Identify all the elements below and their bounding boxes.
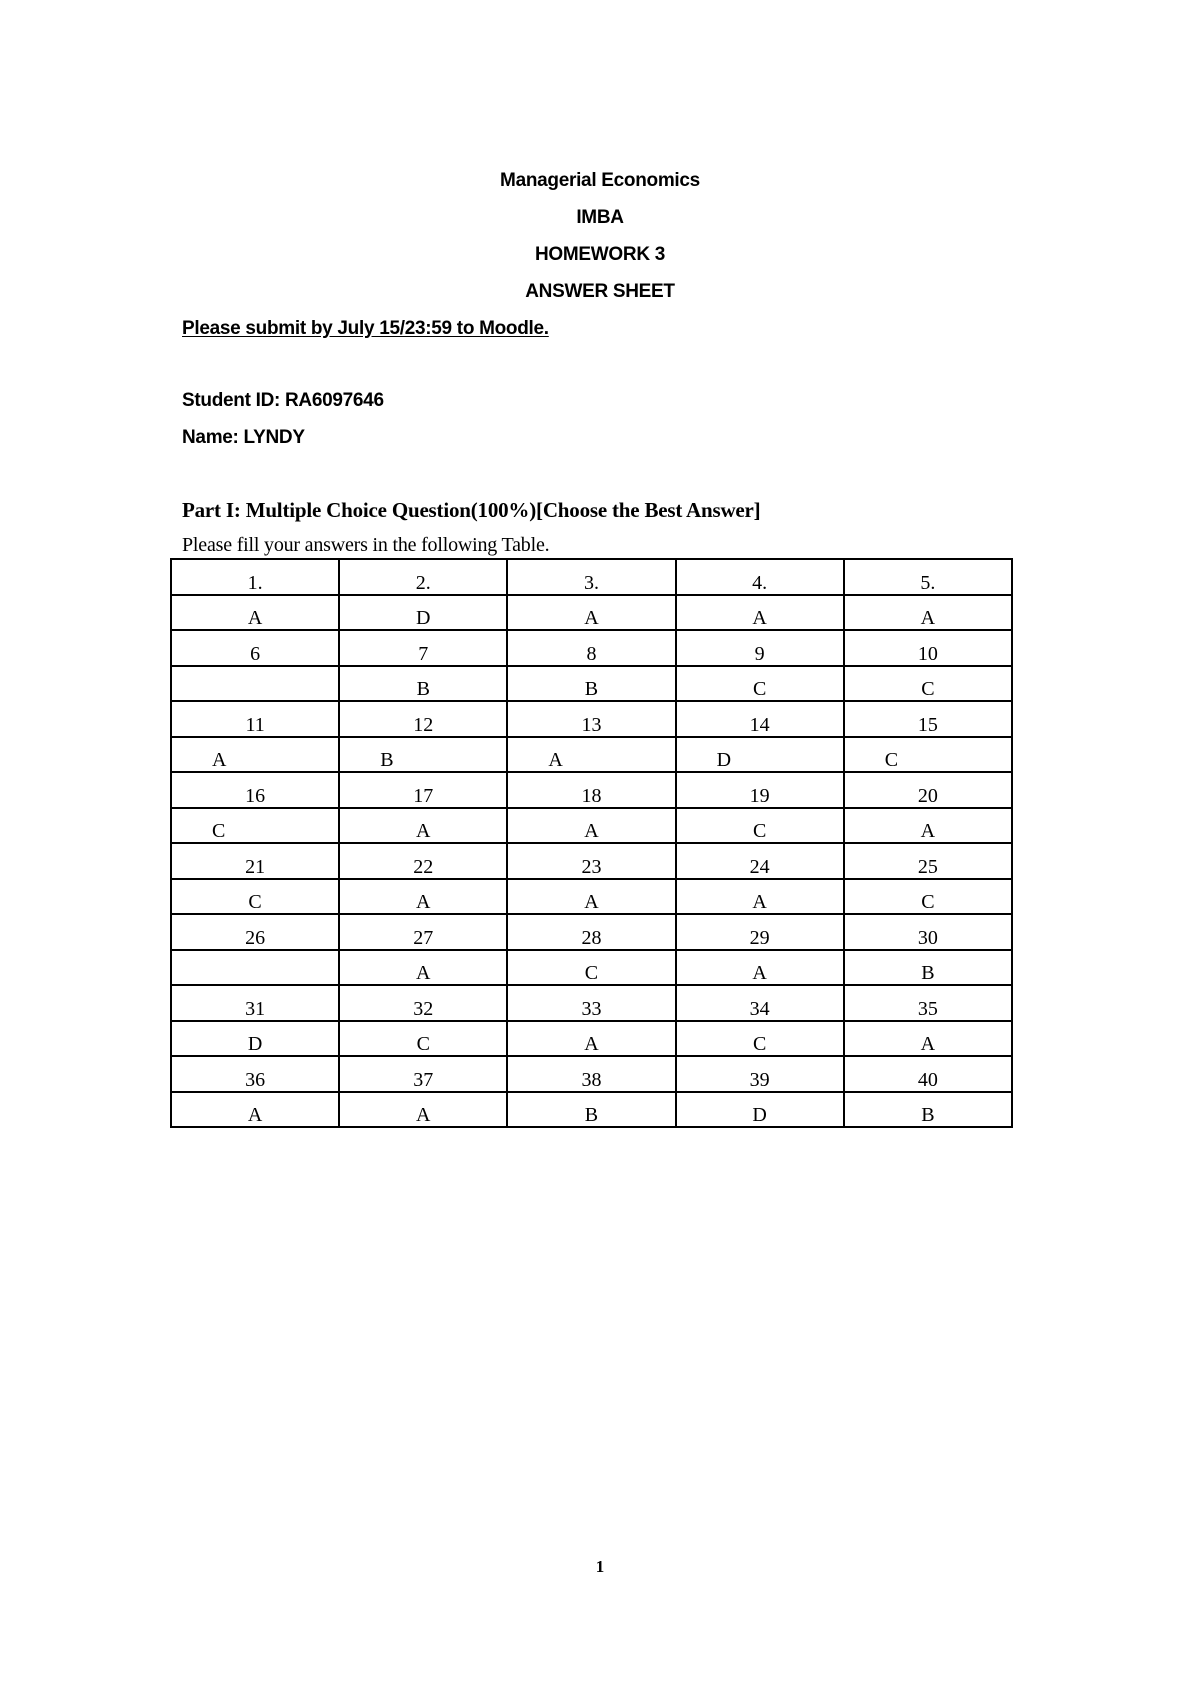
question-number: 3. <box>507 559 675 595</box>
program-title: IMBA <box>576 207 624 228</box>
question-number: 6 <box>171 630 339 666</box>
answer-cell[interactable]: B <box>507 1092 675 1128</box>
question-number: 18 <box>507 772 675 808</box>
question-number: 29 <box>676 914 844 950</box>
answer-cell[interactable]: B <box>339 666 507 702</box>
answer-cell[interactable]: C <box>339 1021 507 1057</box>
question-number-row <box>171 701 1012 737</box>
answer-cell[interactable]: A <box>339 808 507 844</box>
question-number: 17 <box>339 772 507 808</box>
answer-cell[interactable]: B <box>339 737 507 773</box>
question-number: 20 <box>844 772 1012 808</box>
question-number-row <box>171 630 1012 666</box>
course-title: Managerial Economics <box>500 170 700 191</box>
question-number-row <box>171 985 1012 1021</box>
answer-row <box>171 666 1012 702</box>
student-name: Name: LYNDY <box>182 427 305 448</box>
part-title: Part I: Multiple Choice Question(100%)[Choose the Best Answer] <box>182 498 761 522</box>
question-number: 37 <box>339 1056 507 1092</box>
answer-cell[interactable]: A <box>339 879 507 915</box>
answer-cell[interactable]: C <box>844 879 1012 915</box>
answer-cell[interactable]: A <box>171 737 339 773</box>
question-number: 38 <box>507 1056 675 1092</box>
answer-row <box>171 1021 1012 1057</box>
answer-cell[interactable]: B <box>844 950 1012 986</box>
answer-cell[interactable]: C <box>844 737 1012 773</box>
assignment-title: HOMEWORK 3 <box>534 244 665 265</box>
answer-cell[interactable]: D <box>339 595 507 631</box>
answer-cell[interactable]: A <box>844 808 1012 844</box>
answer-row <box>171 1092 1012 1128</box>
question-number: 14 <box>676 701 844 737</box>
question-number: 22 <box>339 843 507 879</box>
student-id: Student ID: RA6097646 <box>182 390 384 411</box>
question-number: 25 <box>844 843 1012 879</box>
answer-row <box>171 737 1012 773</box>
answer-cell[interactable]: A <box>171 1092 339 1128</box>
answer-row <box>171 950 1012 986</box>
answer-cell[interactable]: C <box>507 950 675 986</box>
answer-cell[interactable]: A <box>507 808 675 844</box>
answer-cell[interactable]: A <box>171 595 339 631</box>
question-number: 32 <box>339 985 507 1021</box>
question-number: 5. <box>844 559 1012 595</box>
question-number-row <box>171 914 1012 950</box>
answer-cell[interactable]: C <box>844 666 1012 702</box>
sheet-title: ANSWER SHEET <box>525 281 675 302</box>
question-number: 40 <box>844 1056 1012 1092</box>
question-number: 39 <box>676 1056 844 1092</box>
question-number: 35 <box>844 985 1012 1021</box>
answer-cell[interactable]: A <box>339 1092 507 1128</box>
answer-cell[interactable]: A <box>507 595 675 631</box>
question-number: 11 <box>171 701 339 737</box>
question-number: 12 <box>339 701 507 737</box>
answer-cell[interactable]: B <box>844 1092 1012 1128</box>
answer-cell[interactable] <box>171 950 339 986</box>
answer-cell[interactable]: A <box>676 879 844 915</box>
page-number: 1 <box>595 1557 605 1576</box>
question-number: 26 <box>171 914 339 950</box>
question-number: 36 <box>171 1056 339 1092</box>
question-number: 24 <box>676 843 844 879</box>
question-number: 16 <box>171 772 339 808</box>
answer-cell[interactable]: A <box>844 595 1012 631</box>
answer-row <box>171 808 1012 844</box>
answer-cell[interactable]: C <box>676 666 844 702</box>
question-number: 7 <box>339 630 507 666</box>
answer-cell[interactable]: D <box>676 1092 844 1128</box>
answer-cell[interactable]: A <box>844 1021 1012 1057</box>
answer-row <box>171 879 1012 915</box>
question-number-row <box>171 772 1012 808</box>
question-number: 9 <box>676 630 844 666</box>
question-number: 1. <box>171 559 339 595</box>
answer-cell[interactable]: D <box>676 737 844 773</box>
answer-row <box>171 595 1012 631</box>
question-number: 31 <box>171 985 339 1021</box>
answer-cell[interactable]: C <box>676 808 844 844</box>
question-number: 27 <box>339 914 507 950</box>
question-number: 15 <box>844 701 1012 737</box>
question-number: 28 <box>507 914 675 950</box>
question-number: 19 <box>676 772 844 808</box>
question-number: 33 <box>507 985 675 1021</box>
question-number: 10 <box>844 630 1012 666</box>
answer-cell[interactable] <box>171 666 339 702</box>
table-instruction: Please fill your answers in the following Table. <box>182 534 550 556</box>
answer-cell[interactable]: C <box>676 1021 844 1057</box>
question-number: 13 <box>507 701 675 737</box>
answer-cell[interactable]: C <box>171 808 339 844</box>
question-number-row <box>171 1056 1012 1092</box>
question-number: 21 <box>171 843 339 879</box>
question-number: 4. <box>676 559 844 595</box>
question-number-row <box>171 559 1012 595</box>
answer-cell[interactable]: D <box>171 1021 339 1057</box>
question-number: 23 <box>507 843 675 879</box>
submission-deadline: Please submit by July 15/23:59 to Moodle. <box>182 318 549 339</box>
answer-cell[interactable]: A <box>507 879 675 915</box>
answer-cell[interactable]: A <box>507 1021 675 1057</box>
question-number: 8 <box>507 630 675 666</box>
question-number: 2. <box>339 559 507 595</box>
question-number: 30 <box>844 914 1012 950</box>
answer-cell[interactable]: B <box>507 666 675 702</box>
answer-cell[interactable]: A <box>676 595 844 631</box>
question-number-row <box>171 843 1012 879</box>
answer-cell[interactable]: C <box>171 879 339 915</box>
answer-cell[interactable]: A <box>339 950 507 986</box>
question-number: 34 <box>676 985 844 1021</box>
answer-table <box>170 558 1013 1128</box>
answer-cell[interactable]: A <box>676 950 844 986</box>
answer-cell[interactable]: A <box>507 737 675 773</box>
